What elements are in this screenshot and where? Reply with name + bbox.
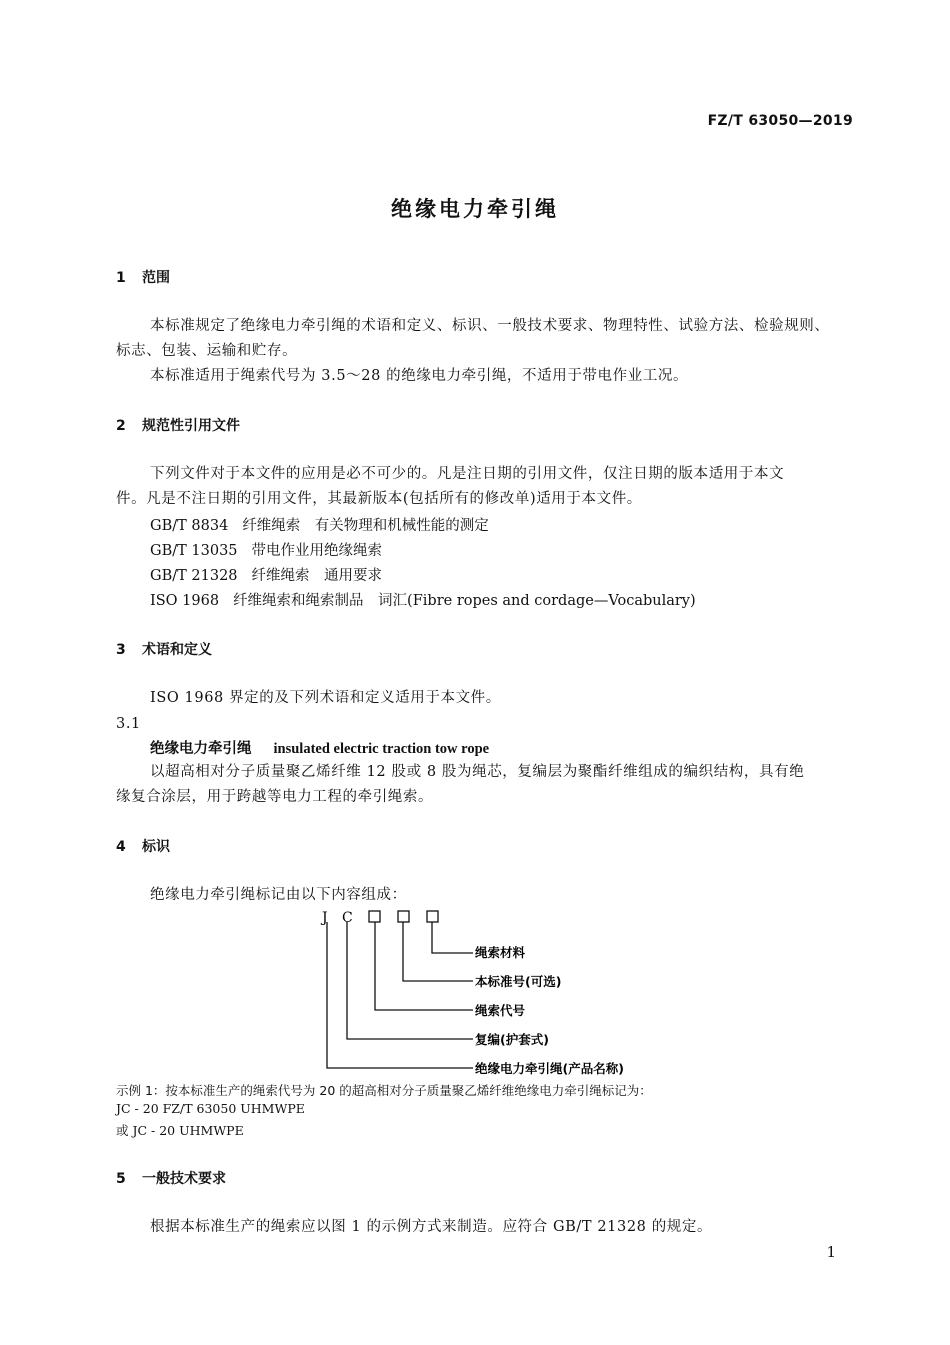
reference-item <box>150 514 503 535</box>
section-1-heading <box>116 267 170 287</box>
leader-line <box>432 922 473 953</box>
document-title: 绝缘电力牵引绳 <box>391 197 559 221</box>
term-definition: 以超高相对分子质量聚乙烯纤维 12 股或 8 股为绳芯，复编层为聚酯纤维组成的编织结构，具有绝 <box>150 764 805 780</box>
reference-title: 带电作业用绝缘绳索 <box>251 543 383 559</box>
term-english: insulated electric traction tow rope <box>273 741 490 757</box>
placeholder-box <box>369 911 380 922</box>
reference-item <box>150 539 396 560</box>
code-letter: J <box>322 910 328 926</box>
section-title: 规范性引用文件 <box>142 418 240 434</box>
marking-label: 本标准号(可选) <box>475 974 562 989</box>
reference-code: ISO 1968 <box>150 593 220 609</box>
example-marking: JC - 20 FZ/T 63050 UHMWPE <box>116 1101 305 1116</box>
standard-number: FZ/T 63050—2019 <box>707 113 853 129</box>
reference-title: 纤维绳索和绳索制品 词汇(Fibre ropes and cordage—Vocabulary) <box>233 593 696 609</box>
reference-item <box>150 589 710 610</box>
reference-code: GB/T 21328 <box>150 568 238 584</box>
paragraph: 件。凡是不注日期的引用文件，其最新版本(包括所有的修改单)适用于本文件。 <box>116 491 642 507</box>
section-number: 5 <box>116 1171 126 1187</box>
placeholder-box <box>398 911 409 922</box>
section-number: 1 <box>116 270 126 286</box>
paragraph: 根据本标准生产的绳索应以图 1 的示例方式来制造。应符合 GB/T 21328 的规定。 <box>150 1219 713 1235</box>
reference-code: GB/T 8834 <box>150 518 229 534</box>
term-number: 3.1 <box>116 716 141 732</box>
section-title: 一般技术要求 <box>142 1171 226 1187</box>
section-5-heading <box>116 1168 226 1188</box>
example-marking: 或 JC - 20 UHMWPE <box>116 1123 244 1138</box>
term-chinese: 绝缘电力牵引绳 <box>150 741 252 757</box>
marking-diagram <box>0 900 950 1080</box>
reference-code: GB/T 13035 <box>150 543 238 559</box>
paragraph: ISO 1968 界定的及下列术语和定义适用于本文件。 <box>150 690 501 706</box>
paragraph: 标志、包装、运输和贮存。 <box>116 343 298 359</box>
reference-title: 纤维绳索 通用要求 <box>251 568 383 584</box>
term-definition: 缘复合涂层，用于跨越等电力工程的牵引绳索。 <box>116 789 434 805</box>
section-2-heading <box>116 415 240 435</box>
page-number: 1 <box>826 1243 836 1261</box>
example-text: 示例 1：按本标准生产的绳索代号为 20 的超高相对分子质量聚乙烯纤维绝缘电力牵引绳标记为： <box>116 1083 652 1098</box>
leader-line <box>403 922 473 981</box>
paragraph: 本标准适用于绳索代号为 3.5～28 的绝缘电力牵引绳，不适用于带电作业工况。 <box>150 368 689 384</box>
section-number: 4 <box>116 839 126 855</box>
paragraph: 本标准规定了绝缘电力牵引绳的术语和定义、标识、一般技术要求、物理特性、试验方法、检验规则、 <box>150 318 830 334</box>
placeholder-box <box>427 911 438 922</box>
section-title: 范围 <box>142 270 170 286</box>
paragraph: 绝缘电力牵引绳标记由以下内容组成： <box>150 887 407 903</box>
paragraph: 下列文件对于本文件的应用是必不可少的。凡是注日期的引用文件，仅注日期的版本适用于本文 <box>150 466 785 482</box>
code-letter: C <box>342 910 353 926</box>
marking-label: 复编(护套式) <box>475 1032 549 1047</box>
marking-label: 绳索代号 <box>475 1003 526 1018</box>
marking-label: 绳索材料 <box>475 945 526 960</box>
marking-label: 绝缘电力牵引绳(产品名称) <box>475 1061 624 1076</box>
section-number: 2 <box>116 418 126 434</box>
reference-item <box>150 564 396 585</box>
reference-title: 纤维绳索 有关物理和机械性能的测定 <box>242 518 489 534</box>
section-3-heading <box>116 639 212 659</box>
section-title: 标识 <box>142 839 170 855</box>
section-title: 术语和定义 <box>142 642 212 658</box>
section-number: 3 <box>116 642 126 658</box>
leader-line <box>375 922 473 1010</box>
section-4-heading <box>116 836 170 856</box>
leader-line <box>327 922 473 1068</box>
term-entry <box>150 737 489 758</box>
